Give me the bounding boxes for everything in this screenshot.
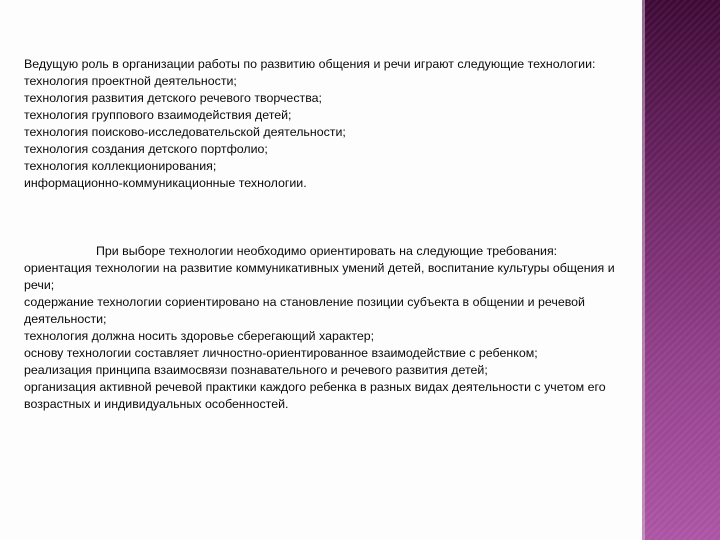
list-item: реализация принципа взаимосвязи познавательного и речевого развития детей; bbox=[24, 363, 488, 377]
list-item: технология группового взаимодействия детей; bbox=[24, 108, 292, 122]
technologies-block bbox=[24, 56, 630, 192]
slide-content bbox=[24, 56, 630, 413]
list-item: технология коллекционирования; bbox=[24, 159, 217, 173]
decorative-side-bar bbox=[642, 0, 720, 540]
list-item: технология создания детского портфолио; bbox=[24, 142, 268, 156]
requirements-intro: При выборе технологии необходимо ориентировать на следующие требования: bbox=[96, 244, 558, 258]
list-item: содержание технологии сориентировано на становление позиции субъекта в общении и речевой деятельности; bbox=[24, 295, 585, 326]
list-item: ориентация технологии на развитие коммуникативных умений детей, воспитание культуры общения и речи; bbox=[24, 261, 615, 292]
list-item: организация активной речевой практики каждого ребенка в разных видах деятельности с учетом его возрастных и индивидуальных особенностей. bbox=[24, 380, 606, 411]
list-item: информационно-коммуникационные технологии. bbox=[24, 176, 307, 190]
list-item: технология поисково-исследовательской деятельности; bbox=[24, 125, 346, 139]
list-item: технология развития детского речевого творчества; bbox=[24, 91, 322, 105]
list-item: технология проектной деятельности; bbox=[24, 74, 237, 88]
requirements-block bbox=[24, 243, 630, 413]
list-item: технология должна носить здоровье сберегающий характер; bbox=[24, 329, 375, 343]
list-item: основу технологии составляет личностно-ориентированное взаимодействие с ребенком; bbox=[24, 346, 538, 360]
technologies-intro: Ведущую роль в организации работы по развитию общения и речи играют следующие технологии: bbox=[24, 57, 596, 71]
